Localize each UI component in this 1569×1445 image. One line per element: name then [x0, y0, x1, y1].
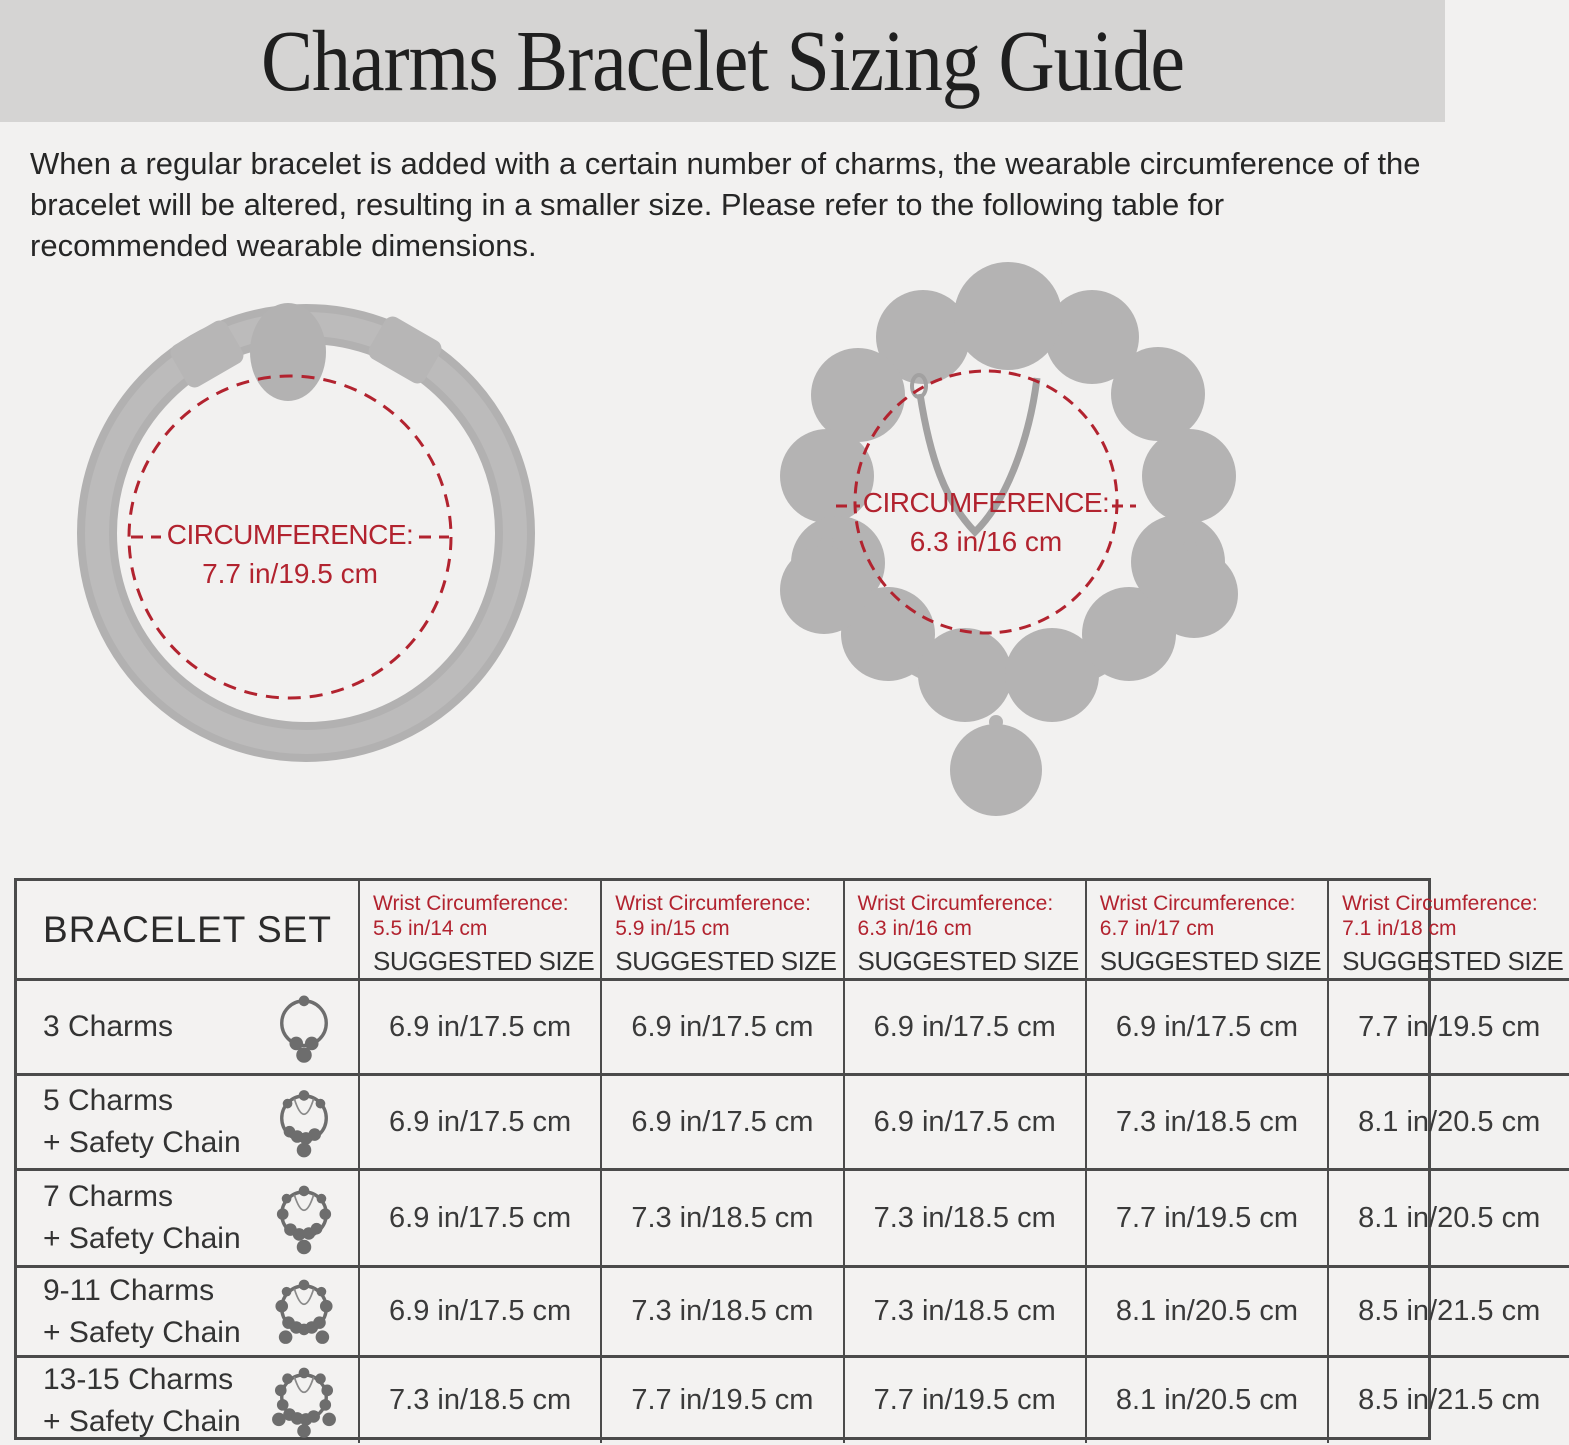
suggested-size-cell: 7.3 in/18.5 cm [843, 1168, 1085, 1265]
wrist-circumference-label: Wrist Circumference: [857, 892, 1054, 915]
column-header-cell-3 [843, 881, 1085, 978]
column-header-cell-4 [1085, 881, 1327, 978]
row-label-cell [17, 1355, 358, 1443]
circumference-value: 7.7 in/19.5 cm [202, 558, 378, 589]
column-header-cell-5 [1327, 881, 1569, 978]
circumference-value: 6.3 in/16 cm [909, 526, 1063, 557]
suggested-size-cell: 8.1 in/20.5 cm [1085, 1265, 1327, 1355]
wrist-size: 5.9 in/15 cm [615, 916, 730, 940]
wrist-size: 6.7 in/17 cm [1099, 916, 1215, 940]
intro-text: When a regular bracelet is added with a certain number of charms, the wearable circumference of the bracelet will be altered, resulting in a smaller size. Please refer to the following table for recommended wearable dimensions. [30, 146, 1421, 264]
wrist-size: 7.1 in/18 cm [1342, 916, 1457, 940]
suggested-size-cell: 7.3 in/18.5 cm [1085, 1073, 1327, 1168]
suggested-size-cell: 7.7 in/19.5 cm [843, 1355, 1085, 1443]
column-header-cell-1 [358, 881, 600, 978]
suggested-size-cell: 7.3 in/18.5 cm [600, 1168, 842, 1265]
suggested-size-cell: 7.7 in/19.5 cm [1085, 1168, 1327, 1265]
bracelet-7-charms-safety-chain-icon [274, 1181, 334, 1255]
circumference-label: CIRCUMFERENCE: [166, 519, 414, 550]
bracelet-13-15-charms-safety-chain-icon [274, 1364, 334, 1438]
row-label-cell [17, 1265, 358, 1355]
bracelet-9-11-charms-safety-chain-icon [274, 1275, 334, 1349]
suggested-size-cell: 7.3 in/18.5 cm [843, 1265, 1085, 1355]
wrist-size: 6.3 in/16 cm [857, 916, 972, 940]
suggested-size-cell: 6.9 in/17.5 cm [1085, 978, 1327, 1073]
column-header-cell-2 [600, 881, 842, 978]
header-band [0, 0, 1445, 122]
suggested-size-cell: 6.9 in/17.5 cm [600, 1073, 842, 1168]
wrist-size: 5.5 in/14 cm [373, 916, 488, 940]
suggested-size-cell: 6.9 in/17.5 cm [358, 1265, 600, 1355]
suggested-size-cell: 7.3 in/18.5 cm [358, 1355, 600, 1443]
corner-header-cell: BRACELET SET [43, 908, 332, 950]
charm-bracelet-diagram [738, 270, 1398, 848]
plain-bracelet-diagram [55, 292, 675, 772]
page-title: Charms Bracelet Sizing Guide [261, 11, 1184, 110]
suggested-size-cell: 6.9 in/17.5 cm [600, 978, 842, 1073]
suggested-size-cell: 8.1 in/20.5 cm [1085, 1355, 1327, 1443]
suggested-size-cell: 6.9 in/17.5 cm [358, 1168, 600, 1265]
row-label: 3 Charms [43, 1010, 174, 1043]
wrist-circumference-label: Wrist Circumference: [615, 892, 811, 915]
suggested-size-label: SUGGESTED SIZE [1342, 946, 1564, 977]
suggested-size-label: SUGGESTED SIZE [1099, 946, 1322, 977]
suggested-size-cell: 8.5 in/21.5 cm [1327, 1355, 1569, 1443]
suggested-size-cell: 6.9 in/17.5 cm [843, 1073, 1085, 1168]
suggested-size-cell: 7.7 in/19.5 cm [1327, 978, 1569, 1073]
suggested-size-label: SUGGESTED SIZE [615, 946, 837, 977]
wrist-circumference-label: Wrist Circumference: [1099, 892, 1296, 915]
row-label-cell [17, 1073, 358, 1168]
suggested-size-cell: 8.1 in/20.5 cm [1327, 1073, 1569, 1168]
suggested-size-cell: 8.1 in/20.5 cm [1327, 1168, 1569, 1265]
row-label-cell [17, 1168, 358, 1265]
clasp-bead [250, 303, 326, 401]
row-label: 7 Charms + Safety Chain [43, 1180, 241, 1255]
wrist-circumference-label: Wrist Circumference: [1342, 892, 1538, 915]
suggested-size-cell: 6.9 in/17.5 cm [358, 1073, 600, 1168]
suggested-size-label: SUGGESTED SIZE [857, 946, 1079, 977]
suggested-size-cell: 6.9 in/17.5 cm [843, 978, 1085, 1073]
bracelet-5-charms-safety-chain-icon [274, 1085, 334, 1159]
row-label-cell [17, 978, 358, 1073]
wrist-circumference-label: Wrist Circumference: [373, 892, 569, 915]
circumference-callout [129, 376, 451, 698]
row-label: 9-11 Charms + Safety Chain [43, 1273, 241, 1349]
suggested-size-cell: 6.9 in/17.5 cm [358, 978, 600, 1073]
suggested-size-cell: 7.3 in/18.5 cm [600, 1265, 842, 1355]
circumference-label: CIRCUMFERENCE: [862, 487, 1110, 518]
suggested-size-label: SUGGESTED SIZE [373, 946, 595, 977]
suggested-size-cell: 8.5 in/21.5 cm [1327, 1265, 1569, 1355]
row-label: 13-15 Charms + Safety Chain [43, 1362, 241, 1438]
suggested-size-cell: 7.7 in/19.5 cm [600, 1355, 842, 1443]
row-label: 5 Charms + Safety Chain [43, 1084, 241, 1159]
bracelet-3-charms-icon [274, 990, 334, 1064]
sizing-table [14, 878, 1564, 1440]
